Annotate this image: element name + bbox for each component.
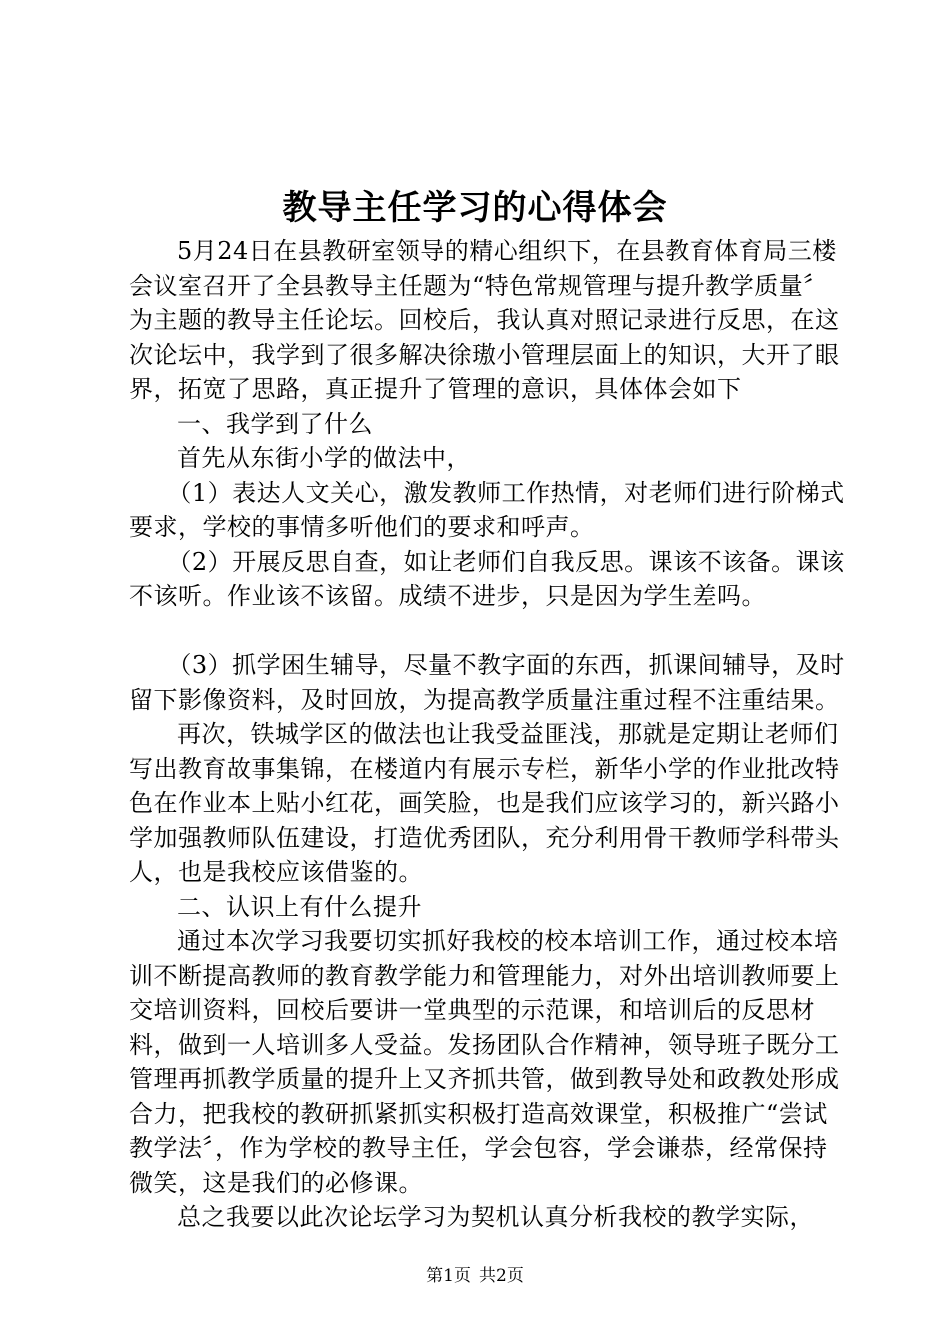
section-heading-1: 一、我学到了什么	[177, 409, 373, 438]
section-heading-2: 二、认识上有什么提升	[177, 892, 422, 921]
document-title: 教导主任学习的心得体会	[282, 188, 668, 228]
paragraph-dongjie: 首先从东街小学的做法中，	[177, 444, 471, 472]
list-item-3: （3）抓学困生辅导，尽量不教字面的东西，抓课间辅导，及时留下影像资料，及时回放，为提高教学质量注重过程不注重结果。	[129, 651, 845, 714]
page-footer	[0, 1264, 950, 1288]
list-item-2: （2）开展反思自查，如让老师们自我反思。课该不该备。课该不该听。作业该不该留。成绩不进步，只是因为学生差吗。	[129, 547, 845, 610]
paragraph-tiecheng: 再次，铁城学区的做法也让我受益匪浅，那就是定期让老师们写出教育故事集锦，在楼道内有展示专栏，新华小学的作业批改特色在作业本上贴小红花，画笑脸，也是我们应该学习的，新兴路小学加强教师队伍建设，打造优秀团队，充分利用骨干教师学科带头人，也是我校应该借鉴的。	[129, 720, 840, 886]
page-total: 共2页	[479, 1266, 524, 1286]
paragraph-intro: 5月24日在县教研室领导的精心组织下，在县教育体育局三楼会议室召开了全县教导主任题为“特色常规管理与提升教学质量〞为主题的教导主任论坛。回校后，我认真对照记录进行反思，在这次论坛中，我学到了很多解决徐璈小管理层面上的知识，大开了眼界，拓宽了思路，真正提升了管理的意识，具体体会如下	[129, 237, 840, 403]
paragraph-conclusion: 总之我要以此次论坛学习为契机认真分析我校的教学实际，	[177, 1203, 814, 1231]
document-body	[129, 234, 851, 1235]
paragraph-training: 通过本次学习我要切实抓好我校的校本培训工作，通过校本培训不断提高教师的教育教学能力和管理能力，对外出培训教师要上交培训资料，回校后要讲一堂典型的示范课，和培训后的反思材料，做到一人培训多人受益。发扬团队合作精神，领导班子既分工管理再抓教学质量的提升上又齐抓共管，做到教导处和政教处形成合力，把我校的教研抓紧抓实积极打造高效课堂，积极推广“尝试教学法〞，作为学校的教导主任，学会包容，学会谦恭，经常保持微笑，这是我们的必修课。	[129, 927, 840, 1197]
list-item-1: （1）表达人文关心，激发教师工作热情，对老师们进行阶梯式要求，学校的事情多听他们的要求和呼声。	[129, 478, 845, 541]
page-number: 第1页	[426, 1266, 471, 1286]
